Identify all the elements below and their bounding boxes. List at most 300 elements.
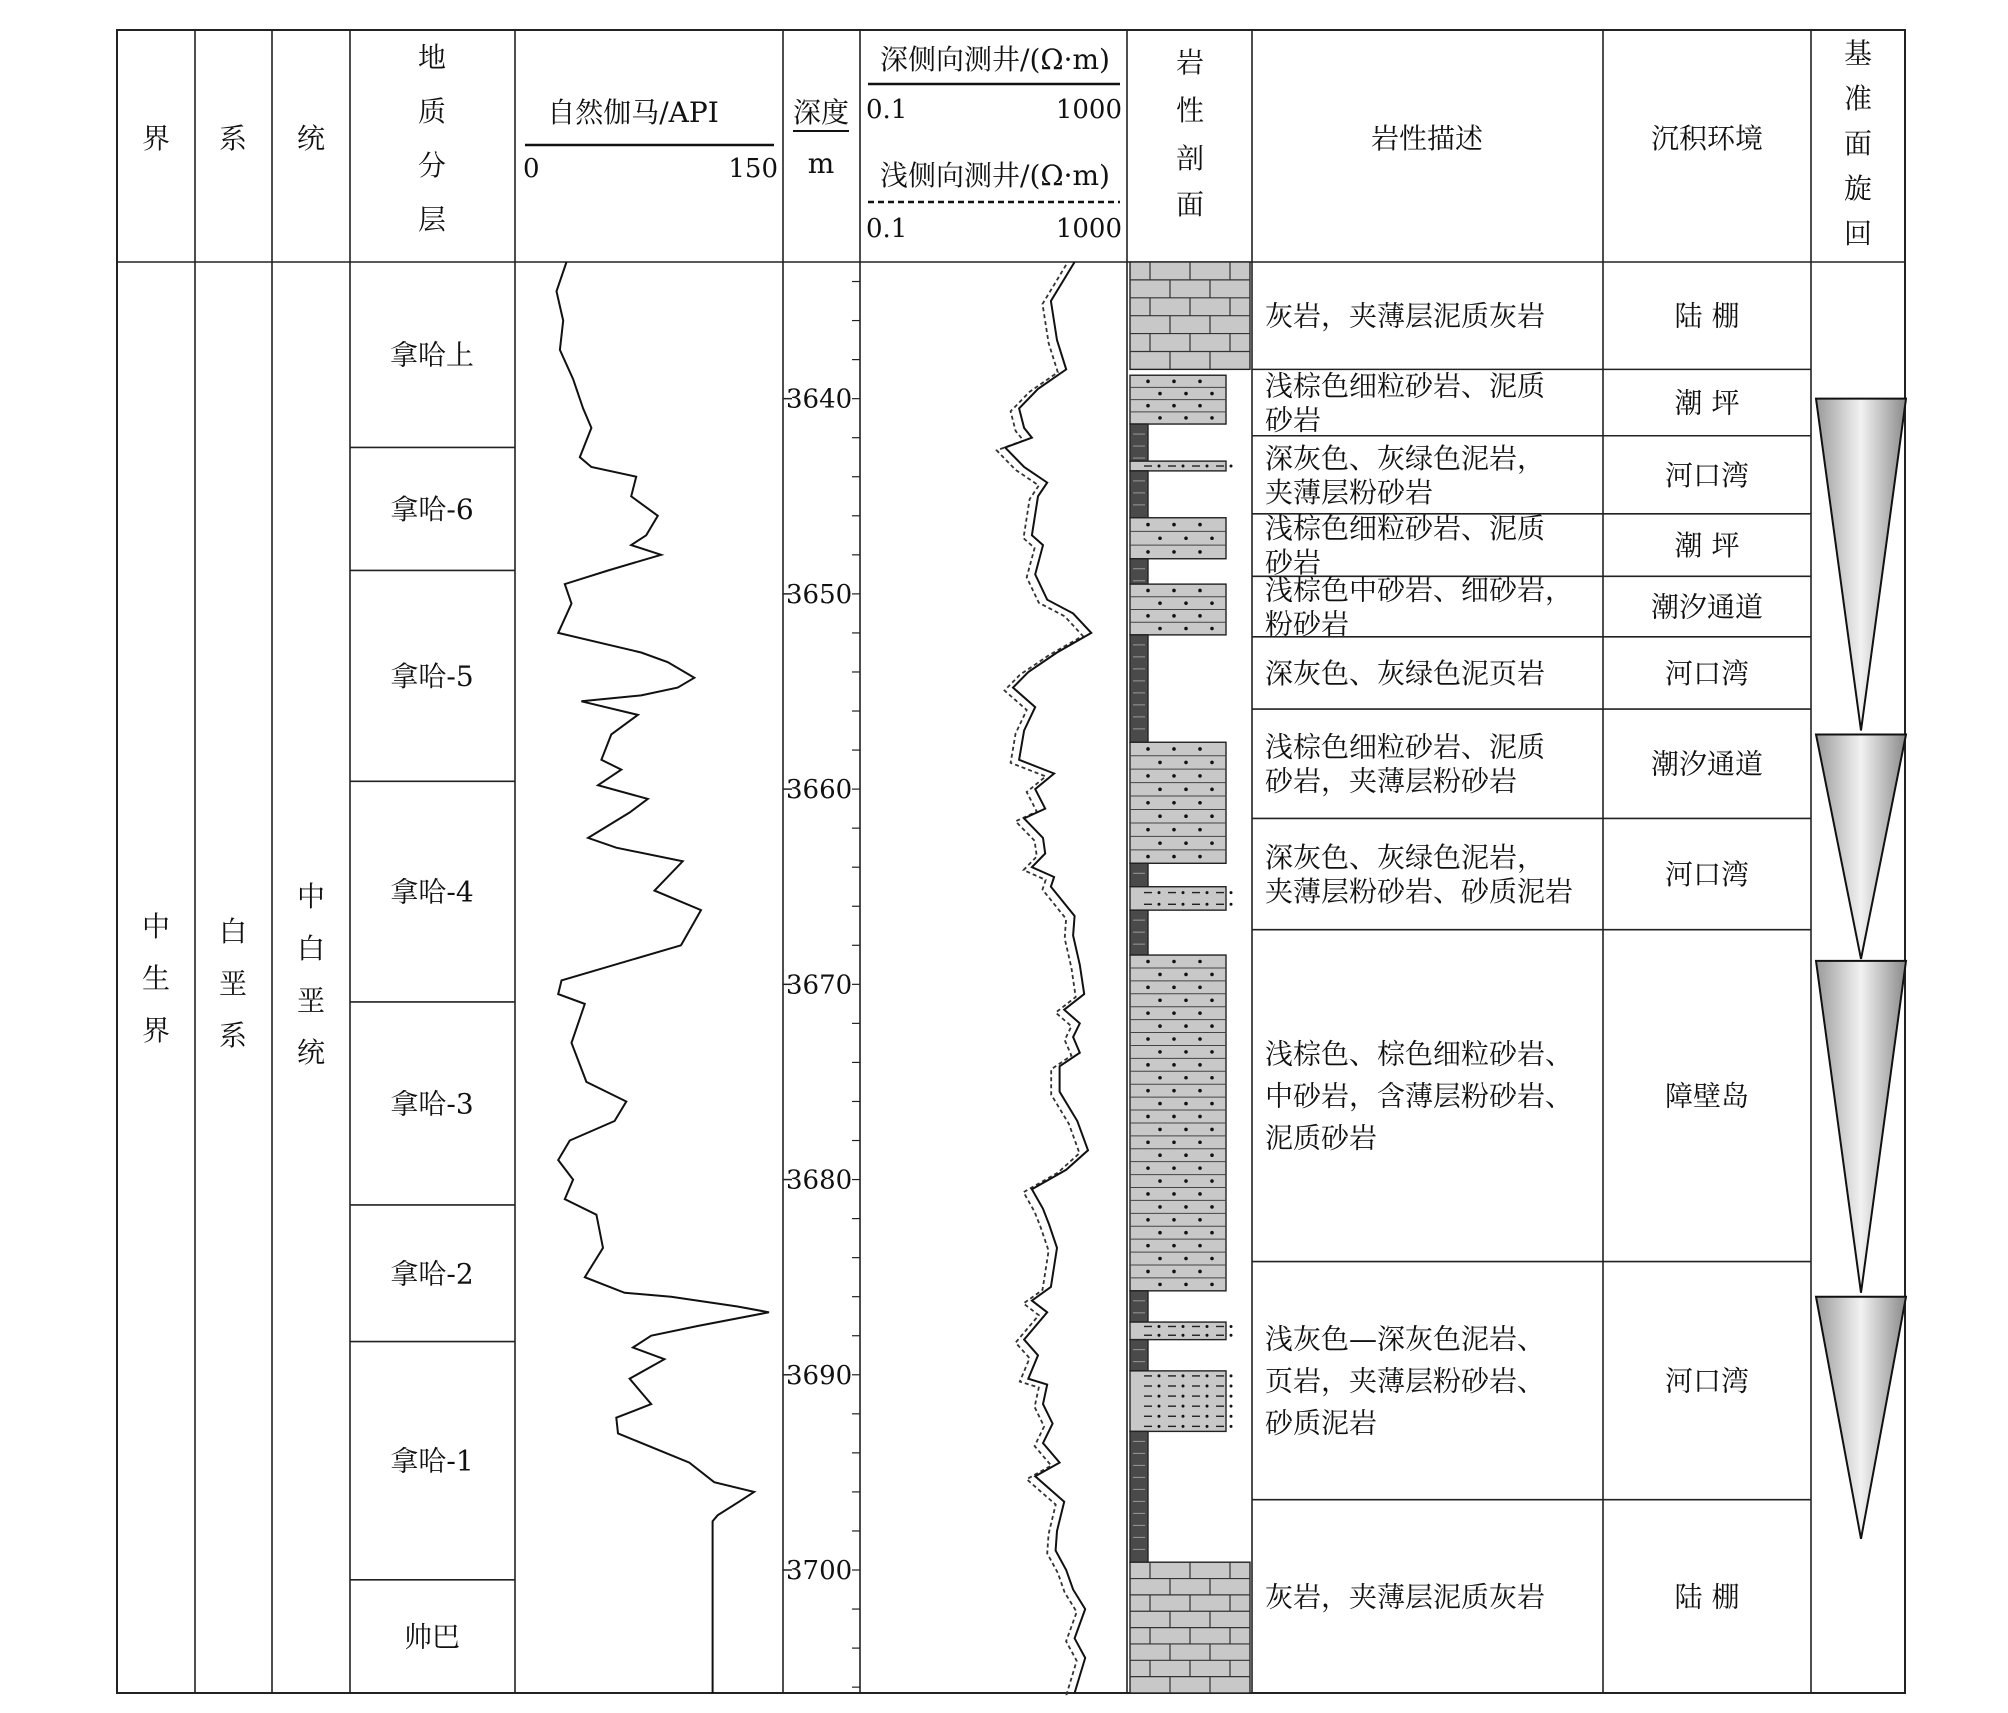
header-lith-char: 性: [1175, 94, 1205, 127]
facies-description: 深灰色、灰绿色泥岩，: [1265, 841, 1546, 875]
sand-grain: [1198, 855, 1202, 859]
sand-grain: [1184, 1283, 1188, 1287]
silt-dot: [1158, 465, 1161, 468]
facies-description: 砂岩，夹薄层粉砂岩: [1265, 764, 1518, 798]
sand-grain: [1198, 828, 1202, 832]
sand-grain: [1198, 589, 1202, 593]
sand-grain: [1172, 380, 1176, 384]
deep-laterolog-min: 0.1: [866, 95, 908, 125]
sand-grain: [1184, 627, 1188, 631]
silt-dot: [1182, 1405, 1185, 1408]
sand-grain: [1210, 841, 1214, 845]
sand-grain: [1210, 1076, 1214, 1080]
sand-grain: [1172, 523, 1176, 527]
depth-tick-label: 3670: [786, 970, 853, 1001]
silt-dot: [1182, 1334, 1185, 1337]
siltstone-body: [1130, 1322, 1226, 1340]
sand-grain: [1198, 774, 1202, 778]
depth-tick-label: 3700: [786, 1556, 853, 1587]
facies-environment: 陆 棚: [1674, 1580, 1740, 1614]
sand-grain: [1158, 1179, 1162, 1183]
table-header: [142, 37, 1872, 250]
layer-label: 拿哈-2: [390, 1257, 474, 1291]
silt-dot: [1206, 903, 1209, 906]
sand-grain: [1198, 380, 1202, 384]
sand-grain: [1146, 1089, 1150, 1093]
strat-jie-char: 生: [141, 962, 171, 995]
sand-grain: [1172, 1115, 1176, 1119]
silt-dot: [1182, 903, 1185, 906]
sand-grain: [1198, 960, 1202, 964]
sand-grain: [1146, 380, 1150, 384]
header-xi: 系: [218, 122, 248, 155]
sand-grain: [1146, 1037, 1150, 1041]
sand-grain: [1210, 973, 1214, 977]
sand-grain: [1158, 1283, 1162, 1287]
sand-grain: [1146, 1011, 1150, 1015]
silt-dot: [1206, 1425, 1209, 1428]
strat-tong-char: 垩: [296, 984, 326, 1017]
sand-grain: [1210, 1283, 1214, 1287]
header-lithology-description: 岩性描述: [1370, 122, 1484, 155]
silt-dot: [1206, 1334, 1209, 1337]
layer-label: 拿哈-4: [390, 875, 474, 909]
silt-dot: [1230, 891, 1233, 894]
sand-grain: [1146, 774, 1150, 778]
strat-tong-char: 中: [296, 880, 326, 913]
cycle-triangle: [1816, 399, 1906, 731]
layer-label: 拿哈-6: [390, 492, 474, 526]
silt-dot: [1182, 465, 1185, 468]
facies-description: 浅棕色细粒砂岩、泥质: [1265, 369, 1546, 403]
sand-grain: [1198, 1089, 1202, 1093]
sand-grain: [1146, 404, 1150, 408]
depth-unit: m: [807, 147, 835, 180]
sand-grain: [1184, 1128, 1188, 1132]
layer-label: 拿哈-1: [390, 1444, 474, 1478]
sand-grain: [1210, 627, 1214, 631]
shallow-laterolog-title: 浅侧向测井/(Ω·m): [880, 159, 1110, 192]
sand-grain: [1184, 1050, 1188, 1054]
sand-grain: [1198, 747, 1202, 751]
facies-environment: 潮 坪: [1674, 529, 1740, 563]
siltstone-bed: [1130, 1322, 1233, 1340]
strat-jie-char: 中: [141, 910, 171, 943]
siltstone-body: [1130, 887, 1226, 910]
facies-description: 浅棕色中砂岩、细砂岩，: [1265, 573, 1574, 607]
strat-jie-char: 界: [141, 1014, 171, 1047]
sand-grain: [1158, 536, 1162, 540]
sand-grain: [1172, 550, 1176, 554]
depth-title: 深度: [792, 96, 850, 129]
sand-grain: [1198, 1166, 1202, 1170]
facies-description: 浅灰色—深灰色泥岩、: [1265, 1322, 1546, 1356]
facies-environment: 障壁岛: [1664, 1079, 1750, 1113]
sand-grain: [1198, 523, 1202, 527]
sand-grain: [1158, 1153, 1162, 1157]
strat-tong-char: 白: [296, 932, 326, 965]
sand-grain: [1146, 855, 1150, 859]
mudstone-body: [1130, 471, 1148, 518]
sand-grain: [1210, 761, 1214, 765]
facies-environment: 河口湾: [1664, 858, 1750, 892]
strat-units: [142, 880, 325, 1069]
facies-description: 灰岩，夹薄层泥质灰岩: [1265, 299, 1546, 333]
sand-grain: [1184, 1076, 1188, 1080]
sand-grain: [1184, 1153, 1188, 1157]
strat-xi-char: 垩: [218, 967, 248, 1000]
gamma-ray-max: 150: [728, 154, 778, 184]
sand-grain: [1158, 973, 1162, 977]
sand-grain: [1158, 1231, 1162, 1235]
mudstone-bed: [1130, 471, 1148, 518]
base-level-cycles: [1816, 399, 1906, 1539]
silt-dot: [1230, 1415, 1233, 1418]
mudstone-bed: [1130, 1340, 1148, 1371]
sand-grain: [1158, 761, 1162, 765]
silt-dot: [1182, 1385, 1185, 1388]
sand-grain: [1210, 1257, 1214, 1261]
header-lith-char: 剖: [1175, 142, 1205, 175]
sand-grain: [1146, 550, 1150, 554]
silt-dot: [1206, 1395, 1209, 1398]
layer-label: 拿哈-3: [390, 1087, 474, 1121]
silt-dot: [1230, 1405, 1233, 1408]
facies-description: 深灰色、灰绿色泥页岩: [1265, 656, 1546, 690]
silt-dot: [1158, 1405, 1161, 1408]
depth-tick-label: 3640: [786, 384, 853, 415]
silt-dot: [1206, 891, 1209, 894]
sand-grain: [1158, 416, 1162, 420]
sand-grain: [1172, 1244, 1176, 1248]
mudstone-bed: [1130, 910, 1148, 955]
facies-description: 夹薄层粉砂岩: [1265, 475, 1434, 509]
facies-description: 浅棕色、棕色细粒砂岩、: [1265, 1037, 1574, 1071]
sand-grain: [1184, 1024, 1188, 1028]
lithology-column: [1130, 262, 1250, 1693]
sand-grain: [1210, 1153, 1214, 1157]
silt-dot: [1182, 1415, 1185, 1418]
deep-laterolog-title: 深侧向测井/(Ω·m): [880, 43, 1110, 76]
sand-grain: [1184, 841, 1188, 845]
header-base-level-cycle: [1844, 37, 1872, 250]
facies-environment: 陆 棚: [1674, 299, 1740, 333]
sand-grain: [1146, 801, 1150, 805]
sand-grain: [1210, 416, 1214, 420]
sand-grain: [1184, 416, 1188, 420]
sand-grain: [1210, 601, 1214, 605]
sand-grain: [1184, 536, 1188, 540]
sand-grain: [1158, 788, 1162, 792]
sandstone-bed: [1130, 742, 1226, 863]
sand-grain: [1146, 1141, 1150, 1145]
silt-dot: [1158, 1385, 1161, 1388]
gamma-ray-track: [557, 262, 770, 1693]
siltstone-bed: [1130, 887, 1233, 910]
mudstone-body: [1130, 635, 1148, 742]
sand-grain: [1146, 747, 1150, 751]
sandstone-body: [1130, 742, 1226, 863]
sand-grain: [1172, 1037, 1176, 1041]
mudstone-body: [1130, 863, 1148, 886]
gamma-ray-curve: [557, 262, 770, 1693]
header-layer-char: 分: [417, 149, 447, 182]
sand-grain: [1198, 1244, 1202, 1248]
facies-environment: 河口湾: [1664, 656, 1750, 690]
silt-dot: [1206, 1374, 1209, 1377]
header-lith-char: 面: [1175, 188, 1205, 221]
silt-dot: [1206, 1385, 1209, 1388]
silt-dot: [1182, 1395, 1185, 1398]
sand-grain: [1172, 1166, 1176, 1170]
mudstone-bed: [1130, 1431, 1148, 1562]
sand-grain: [1172, 855, 1176, 859]
sand-grain: [1210, 1205, 1214, 1209]
sand-grain: [1146, 1063, 1150, 1067]
header-tong: 统: [296, 122, 326, 155]
sandstone-bed: [1130, 584, 1226, 635]
sand-grain: [1158, 1102, 1162, 1106]
sand-grain: [1184, 1257, 1188, 1261]
header-cycle-char: 面: [1843, 127, 1873, 160]
sand-grain: [1184, 392, 1188, 396]
sand-grain: [1146, 1244, 1150, 1248]
sand-grain: [1172, 960, 1176, 964]
sand-grain: [1184, 998, 1188, 1002]
header-cycle-char: 旋: [1843, 172, 1873, 205]
sand-grain: [1158, 1024, 1162, 1028]
sand-grain: [1210, 1102, 1214, 1106]
sand-grain: [1146, 1115, 1150, 1119]
mudstone-body: [1130, 1340, 1148, 1371]
sand-grain: [1198, 1270, 1202, 1274]
depth-track: [783, 282, 860, 1688]
mudstone-bed: [1130, 863, 1148, 886]
header-cycle-char: 准: [1843, 82, 1873, 115]
cycle-triangle: [1816, 961, 1906, 1293]
sand-grain: [1184, 601, 1188, 605]
facies-description: 浅棕色细粒砂岩、泥质: [1265, 512, 1546, 546]
mudstone-bed: [1130, 635, 1148, 742]
sand-grain: [1198, 1218, 1202, 1222]
sand-grain: [1172, 1141, 1176, 1145]
facies-description: 中砂岩，含薄层粉砂岩、: [1265, 1079, 1574, 1113]
silt-dot: [1206, 1325, 1209, 1328]
facies-environment: 潮汐通道: [1650, 590, 1764, 624]
sand-grain: [1172, 774, 1176, 778]
sand-grain: [1198, 1192, 1202, 1196]
sand-grain: [1184, 1205, 1188, 1209]
silt-dot: [1230, 1395, 1233, 1398]
silt-dot: [1182, 1325, 1185, 1328]
facies-environment: 潮 坪: [1674, 386, 1740, 420]
strat-xi-char: 系: [218, 1019, 248, 1052]
mudstone-body: [1130, 424, 1148, 461]
sand-grain: [1158, 998, 1162, 1002]
facies-description: 砂岩: [1265, 546, 1322, 580]
sandstone-bed: [1130, 518, 1226, 559]
sand-grain: [1184, 1102, 1188, 1106]
sand-grain: [1184, 1179, 1188, 1183]
sand-grain: [1184, 788, 1188, 792]
table-grid: [117, 30, 1905, 1693]
gamma-ray-title: 自然伽马/API: [547, 96, 719, 129]
cycle-triangle: [1816, 734, 1906, 959]
siltstone-bed: [1130, 461, 1233, 471]
strat-tong-char: 统: [296, 1036, 326, 1069]
sand-grain: [1198, 1141, 1202, 1145]
sand-grain: [1158, 1128, 1162, 1132]
sand-grain: [1172, 1011, 1176, 1015]
sand-grain: [1184, 761, 1188, 765]
silt-dot: [1182, 1425, 1185, 1428]
sand-grain: [1198, 1037, 1202, 1041]
sand-grain: [1210, 788, 1214, 792]
layer-label: 拿哈-5: [390, 659, 474, 693]
sand-grain: [1158, 814, 1162, 818]
depth-tick-label: 3690: [786, 1360, 853, 1391]
silt-dot: [1158, 1415, 1161, 1418]
shallow-laterolog-max: 1000: [1055, 214, 1122, 244]
sand-grain: [1172, 828, 1176, 832]
siltstone-body: [1130, 1371, 1226, 1432]
header-layer-char: 层: [417, 203, 447, 236]
sand-grain: [1184, 814, 1188, 818]
sandstone-bed: [1130, 375, 1226, 424]
sand-grain: [1146, 1166, 1150, 1170]
silt-dot: [1230, 1374, 1233, 1377]
sand-grain: [1146, 523, 1150, 527]
silt-dot: [1230, 1385, 1233, 1388]
deep-laterolog-curve: [1005, 262, 1091, 1693]
facies-description: 夹薄层粉砂岩、砂质泥岩: [1265, 875, 1574, 909]
sand-grain: [1198, 404, 1202, 408]
sand-grain: [1172, 589, 1176, 593]
facies-environment: 潮汐通道: [1650, 747, 1764, 781]
sand-grain: [1172, 404, 1176, 408]
header-geologic-layer: [418, 41, 446, 236]
sand-grain: [1172, 1192, 1176, 1196]
limestone-bed: [1130, 1562, 1250, 1693]
header-lith-char: 岩: [1175, 46, 1205, 79]
sand-grain: [1198, 986, 1202, 990]
resistivity-track: [997, 262, 1092, 1696]
sand-grain: [1172, 986, 1176, 990]
header-depositional-environment: 沉积环境: [1650, 122, 1764, 155]
sand-grain: [1158, 1257, 1162, 1261]
silt-dot: [1230, 465, 1233, 468]
sand-grain: [1172, 1218, 1176, 1222]
facies-description: 砂岩: [1265, 403, 1322, 437]
silt-dot: [1230, 1425, 1233, 1428]
facies-description: 泥质砂岩: [1265, 1121, 1378, 1155]
depth-tick-label: 3680: [786, 1165, 853, 1196]
header-layer-char: 质: [417, 95, 447, 128]
sand-grain: [1198, 801, 1202, 805]
silt-dot: [1206, 465, 1209, 468]
silt-dot: [1206, 1415, 1209, 1418]
header-lithologic-profile: [1176, 46, 1204, 221]
sand-grain: [1198, 550, 1202, 554]
sand-grain: [1210, 1128, 1214, 1132]
sand-grain: [1158, 1076, 1162, 1080]
sand-grain: [1210, 1231, 1214, 1235]
sand-grain: [1210, 998, 1214, 1002]
facies-description: 深灰色、灰绿色泥岩，: [1265, 441, 1546, 475]
sand-grain: [1146, 828, 1150, 832]
mudstone-bed: [1130, 1291, 1148, 1322]
facies-description: 粉砂岩: [1265, 607, 1350, 641]
sand-grain: [1158, 1050, 1162, 1054]
sand-grain: [1210, 814, 1214, 818]
limestone-bed: [1130, 262, 1250, 369]
layer-label: 帅巴: [403, 1620, 461, 1654]
header-jie: 界: [141, 122, 171, 155]
sand-grain: [1146, 960, 1150, 964]
sand-grain: [1158, 392, 1162, 396]
sand-grain: [1198, 614, 1202, 618]
sand-grain: [1172, 1089, 1176, 1093]
silt-dot: [1182, 891, 1185, 894]
deep-laterolog-max: 1000: [1055, 95, 1122, 125]
sand-grain: [1172, 1063, 1176, 1067]
sand-grain: [1198, 1115, 1202, 1119]
sand-grain: [1210, 1179, 1214, 1183]
sand-grain: [1184, 973, 1188, 977]
facies-description: 浅棕色细粒砂岩、泥质: [1265, 730, 1546, 764]
sand-grain: [1158, 1205, 1162, 1209]
facies-rows: [1252, 300, 1811, 1614]
sand-grain: [1172, 747, 1176, 751]
shallow-laterolog-min: 0.1: [866, 214, 908, 244]
silt-dot: [1158, 1374, 1161, 1377]
silt-dot: [1158, 1325, 1161, 1328]
geologic-layers: [350, 339, 515, 1654]
silt-dot: [1158, 1395, 1161, 1398]
sand-grain: [1172, 801, 1176, 805]
sand-grain: [1158, 601, 1162, 605]
sand-grain: [1210, 392, 1214, 396]
sand-grain: [1158, 627, 1162, 631]
siltstone-bed: [1130, 1371, 1233, 1432]
sand-grain: [1210, 536, 1214, 540]
sand-grain: [1172, 1270, 1176, 1274]
sand-grain: [1146, 1218, 1150, 1222]
sand-grain: [1198, 1063, 1202, 1067]
silt-dot: [1230, 1325, 1233, 1328]
gamma-ray-min: 0: [523, 154, 540, 184]
sand-grain: [1184, 1231, 1188, 1235]
depth-tick-label: 3660: [786, 775, 853, 806]
header-cycle-char: 回: [1843, 217, 1873, 250]
silt-dot: [1158, 1334, 1161, 1337]
facies-environment: 河口湾: [1664, 1364, 1750, 1398]
silt-dot: [1206, 1405, 1209, 1408]
facies-environment: 河口湾: [1664, 458, 1750, 492]
layer-label: 拿哈上: [389, 338, 475, 372]
silt-dot: [1158, 1425, 1161, 1428]
sandstone-bed: [1130, 955, 1226, 1291]
sand-grain: [1198, 1011, 1202, 1015]
sand-grain: [1146, 986, 1150, 990]
cycle-triangle: [1816, 1297, 1906, 1539]
facies-description: 页岩，夹薄层粉砂岩、: [1265, 1364, 1546, 1398]
strat-xi-char: 白: [218, 915, 248, 948]
depth-tick-label: 3650: [786, 579, 853, 610]
sand-grain: [1172, 614, 1176, 618]
silt-dot: [1230, 903, 1233, 906]
mudstone-body: [1130, 1431, 1148, 1562]
